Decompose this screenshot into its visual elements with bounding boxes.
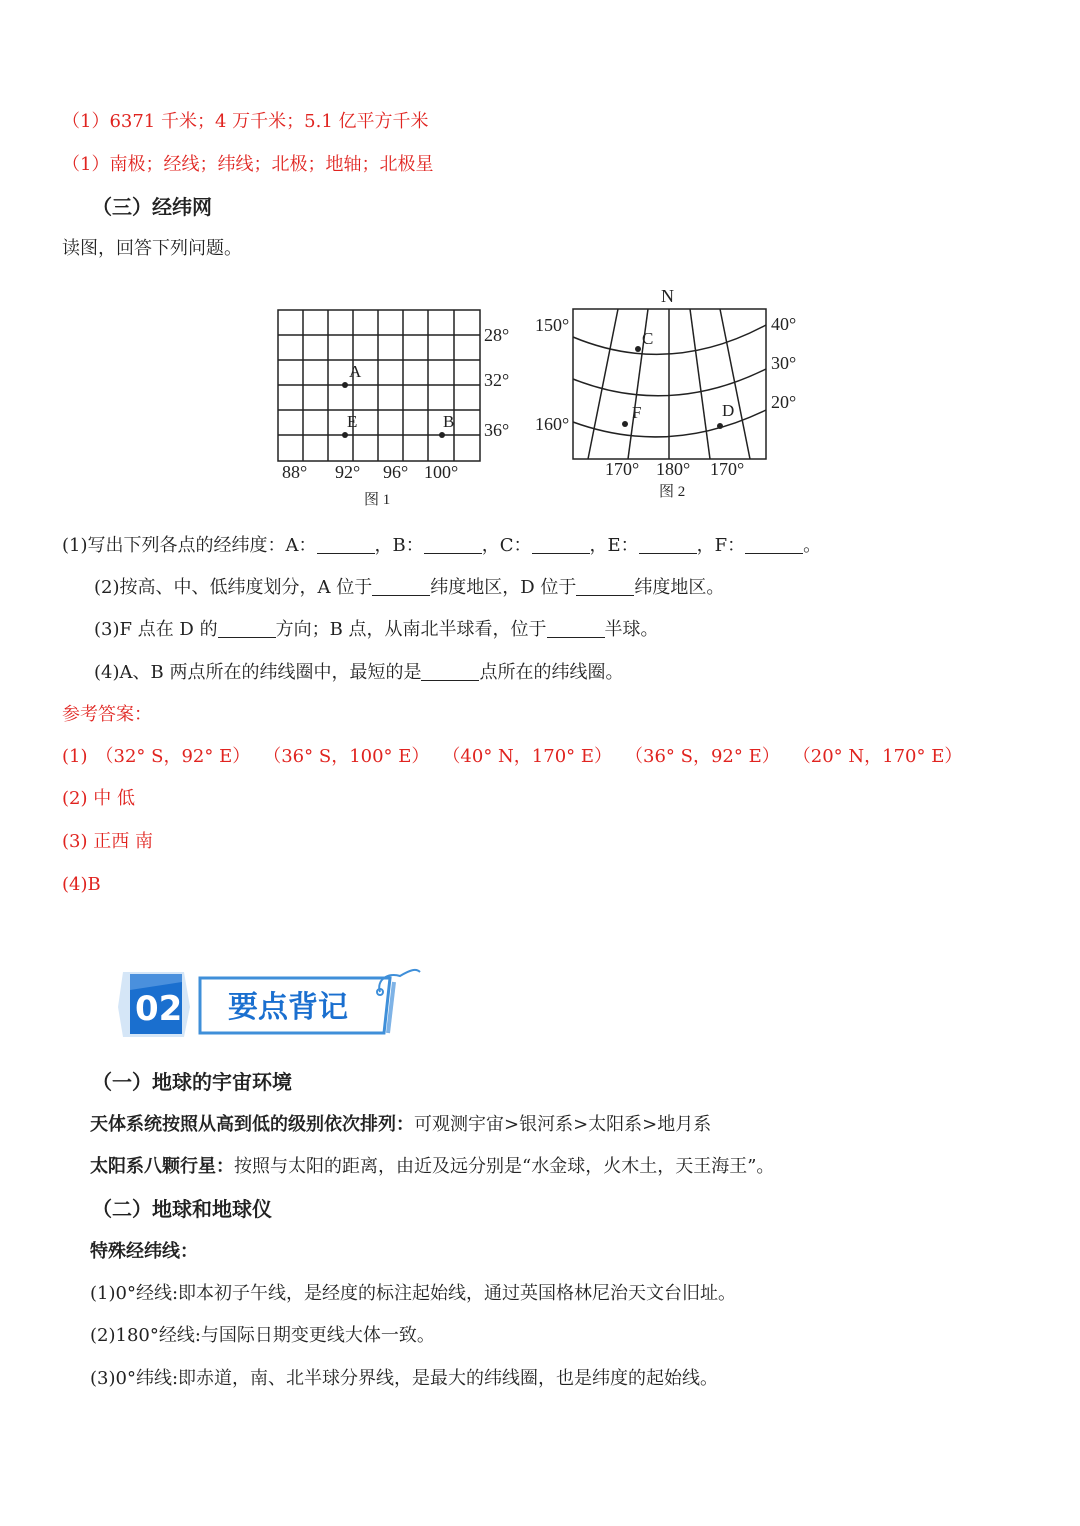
point-b-dot — [439, 432, 445, 438]
answer-2: (2) 中 低 — [62, 788, 135, 809]
answer-1: (1) （32° S，92° E） （36° S，100° E） （40° N，170° E） （36° S，92° E） （20° N，170° E） — [62, 746, 963, 767]
lat-label-36: 36° — [484, 420, 510, 440]
figure-2-caption: 图 2 — [659, 484, 686, 500]
blank-2d[interactable] — [576, 577, 634, 596]
blank-2a[interactable] — [372, 577, 430, 596]
point-f-dot — [622, 421, 628, 427]
point-d-label: D — [722, 401, 735, 420]
figure-1 — [270, 300, 530, 515]
figure-2 — [530, 282, 820, 507]
north-label: N — [661, 286, 674, 306]
blank-b[interactable] — [424, 535, 482, 554]
lon-label-170-east: 170° — [710, 459, 745, 479]
question-4: (4)A、B 两点所在的纬线圈中，最短的是 点所在的纬线圈。 — [94, 662, 624, 683]
blank-c[interactable] — [532, 535, 590, 554]
lon-label-170-west: 170° — [605, 459, 640, 479]
lon-label-100: 100° — [424, 462, 459, 482]
section-2-item-3: (3)0°纬线:即赤道，南、北半球分界线，是最大的纬线圈，也是纬度的起始线。 — [90, 1368, 719, 1389]
lat-label-30: 30° — [771, 353, 797, 373]
section-1-paragraph-1: 天体系统按照从高到低的级别依次排列：可观测宇宙>银河系>太阳系>地月系 — [90, 1114, 712, 1135]
blank-4[interactable] — [421, 662, 479, 681]
top-answer-line-1: （1）6371 千米；4 万千米；5.1 亿平方千米 — [62, 111, 429, 132]
lat-label-40: 40° — [771, 314, 797, 334]
banner-title: 要点背记 — [228, 990, 348, 1025]
lon-label-150: 150° — [535, 315, 570, 335]
answer-3: (3) 正西 南 — [62, 831, 153, 852]
point-b-label: B — [443, 412, 455, 431]
blank-f[interactable] — [745, 535, 803, 554]
lat-label-32: 32° — [484, 370, 510, 390]
figure-1-caption: 图 1 — [364, 492, 391, 508]
lat-label-20: 20° — [771, 392, 797, 412]
blank-a[interactable] — [317, 535, 375, 554]
answer-4: (4)B — [62, 874, 101, 895]
top-answer-line-2: （1）南极；经线；纬线；北极；地轴；北极星 — [62, 154, 434, 175]
point-e-label: E — [347, 412, 358, 431]
question-1: (1)写出下列各点的经纬度：A： ，B： ，C： ，E： ，F： 。 — [62, 535, 822, 556]
blank-3b[interactable] — [547, 619, 605, 638]
point-a-dot — [342, 382, 348, 388]
lon-label-180: 180° — [656, 459, 691, 479]
section-2-item-2: (2)180°经线:与国际日期变更线大体一致。 — [90, 1325, 435, 1346]
point-c-label: C — [642, 329, 654, 348]
section-3-title: （三）经纬网 — [92, 195, 212, 219]
point-d-dot — [717, 423, 723, 429]
section-2-title: （二）地球和地球仪 — [92, 1197, 272, 1221]
section-banner — [118, 962, 428, 1047]
question-2: (2)按高、中、低纬度划分，A 位于 纬度地区，D 位于 纬度地区。 — [94, 577, 725, 598]
point-a-label: A — [349, 362, 362, 381]
point-f-label: F — [632, 403, 642, 422]
section-2-subtitle: 特殊经纬线： — [90, 1241, 198, 1262]
lat-label-28: 28° — [484, 325, 510, 345]
lon-label-92: 92° — [335, 462, 361, 482]
point-e-dot — [342, 432, 348, 438]
section-3-instruction: 读图，回答下列问题。 — [62, 238, 242, 259]
lon-label-88: 88° — [282, 462, 308, 482]
lon-label-160: 160° — [535, 414, 570, 434]
blank-e[interactable] — [639, 535, 697, 554]
point-c-dot — [635, 346, 641, 352]
banner-number: 02 — [135, 989, 183, 1029]
section-2-item-1: (1)0°经线:即本初子午线，是经度的标注起始线，通过英国格林尼治天文台旧址。 — [90, 1283, 737, 1304]
blank-3f[interactable] — [218, 619, 276, 638]
answers-label: 参考答案： — [62, 704, 152, 725]
lon-label-96: 96° — [383, 462, 409, 482]
section-1-title: （一）地球的宇宙环境 — [92, 1070, 292, 1094]
question-3: (3)F 点在 D 的 方向；B 点，从南北半球看，位于 半球。 — [94, 619, 659, 640]
section-1-paragraph-2: 太阳系八颗行星：按照与太阳的距离，由近及远分别是“水金球，火木土，天王海王”。 — [90, 1156, 775, 1177]
